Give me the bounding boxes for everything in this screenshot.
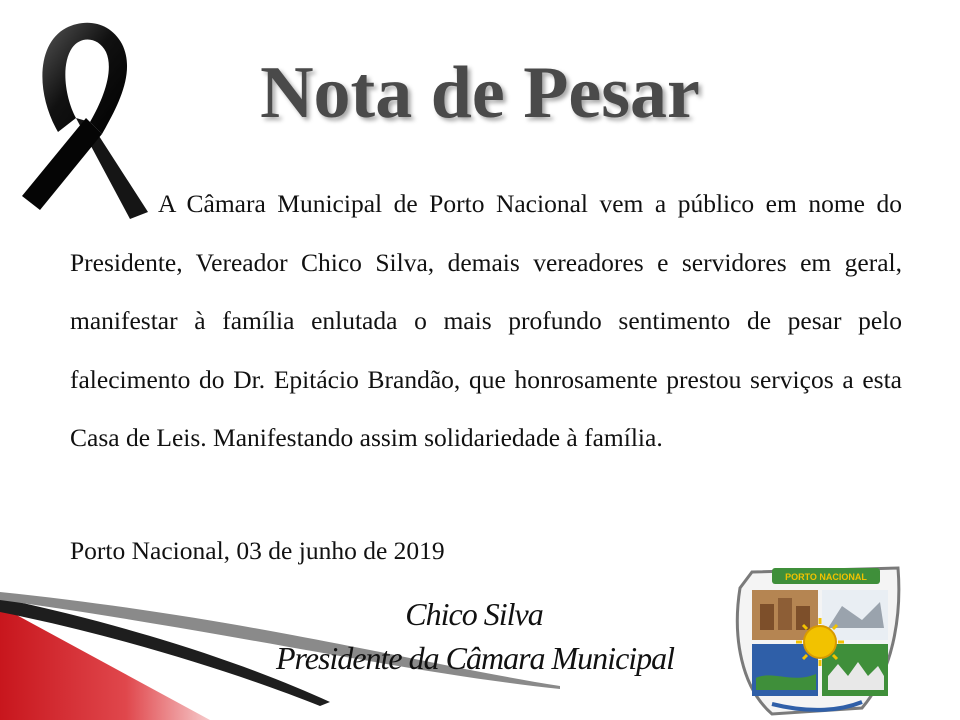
notice-title: Nota de Pesar [260,52,700,134]
signature-role: Presidente da Câmara Municipal [275,640,675,676]
notice-body-text: A Câmara Municipal de Porto Nacional vem a público em nome do Presidente, Vereador Chico Silva, demais vereadores e servidores em geral, manifestar à família enlutada o mais profundo sentimento de pesar pelo falecimento do Dr. Epitácio Brandão, que honrosamente prestou serviços a esta Casa de Leis. Manifestando assim solidariedade à família. [70,189,902,452]
place-date: Porto Nacional, 03 de junho de 2019 [70,536,445,565]
notice-body [70,175,902,468]
crest-banner-text: PORTO NACIONAL [785,572,867,582]
signature-name: Chico Silva [405,596,543,632]
municipal-crest-icon [712,558,907,718]
